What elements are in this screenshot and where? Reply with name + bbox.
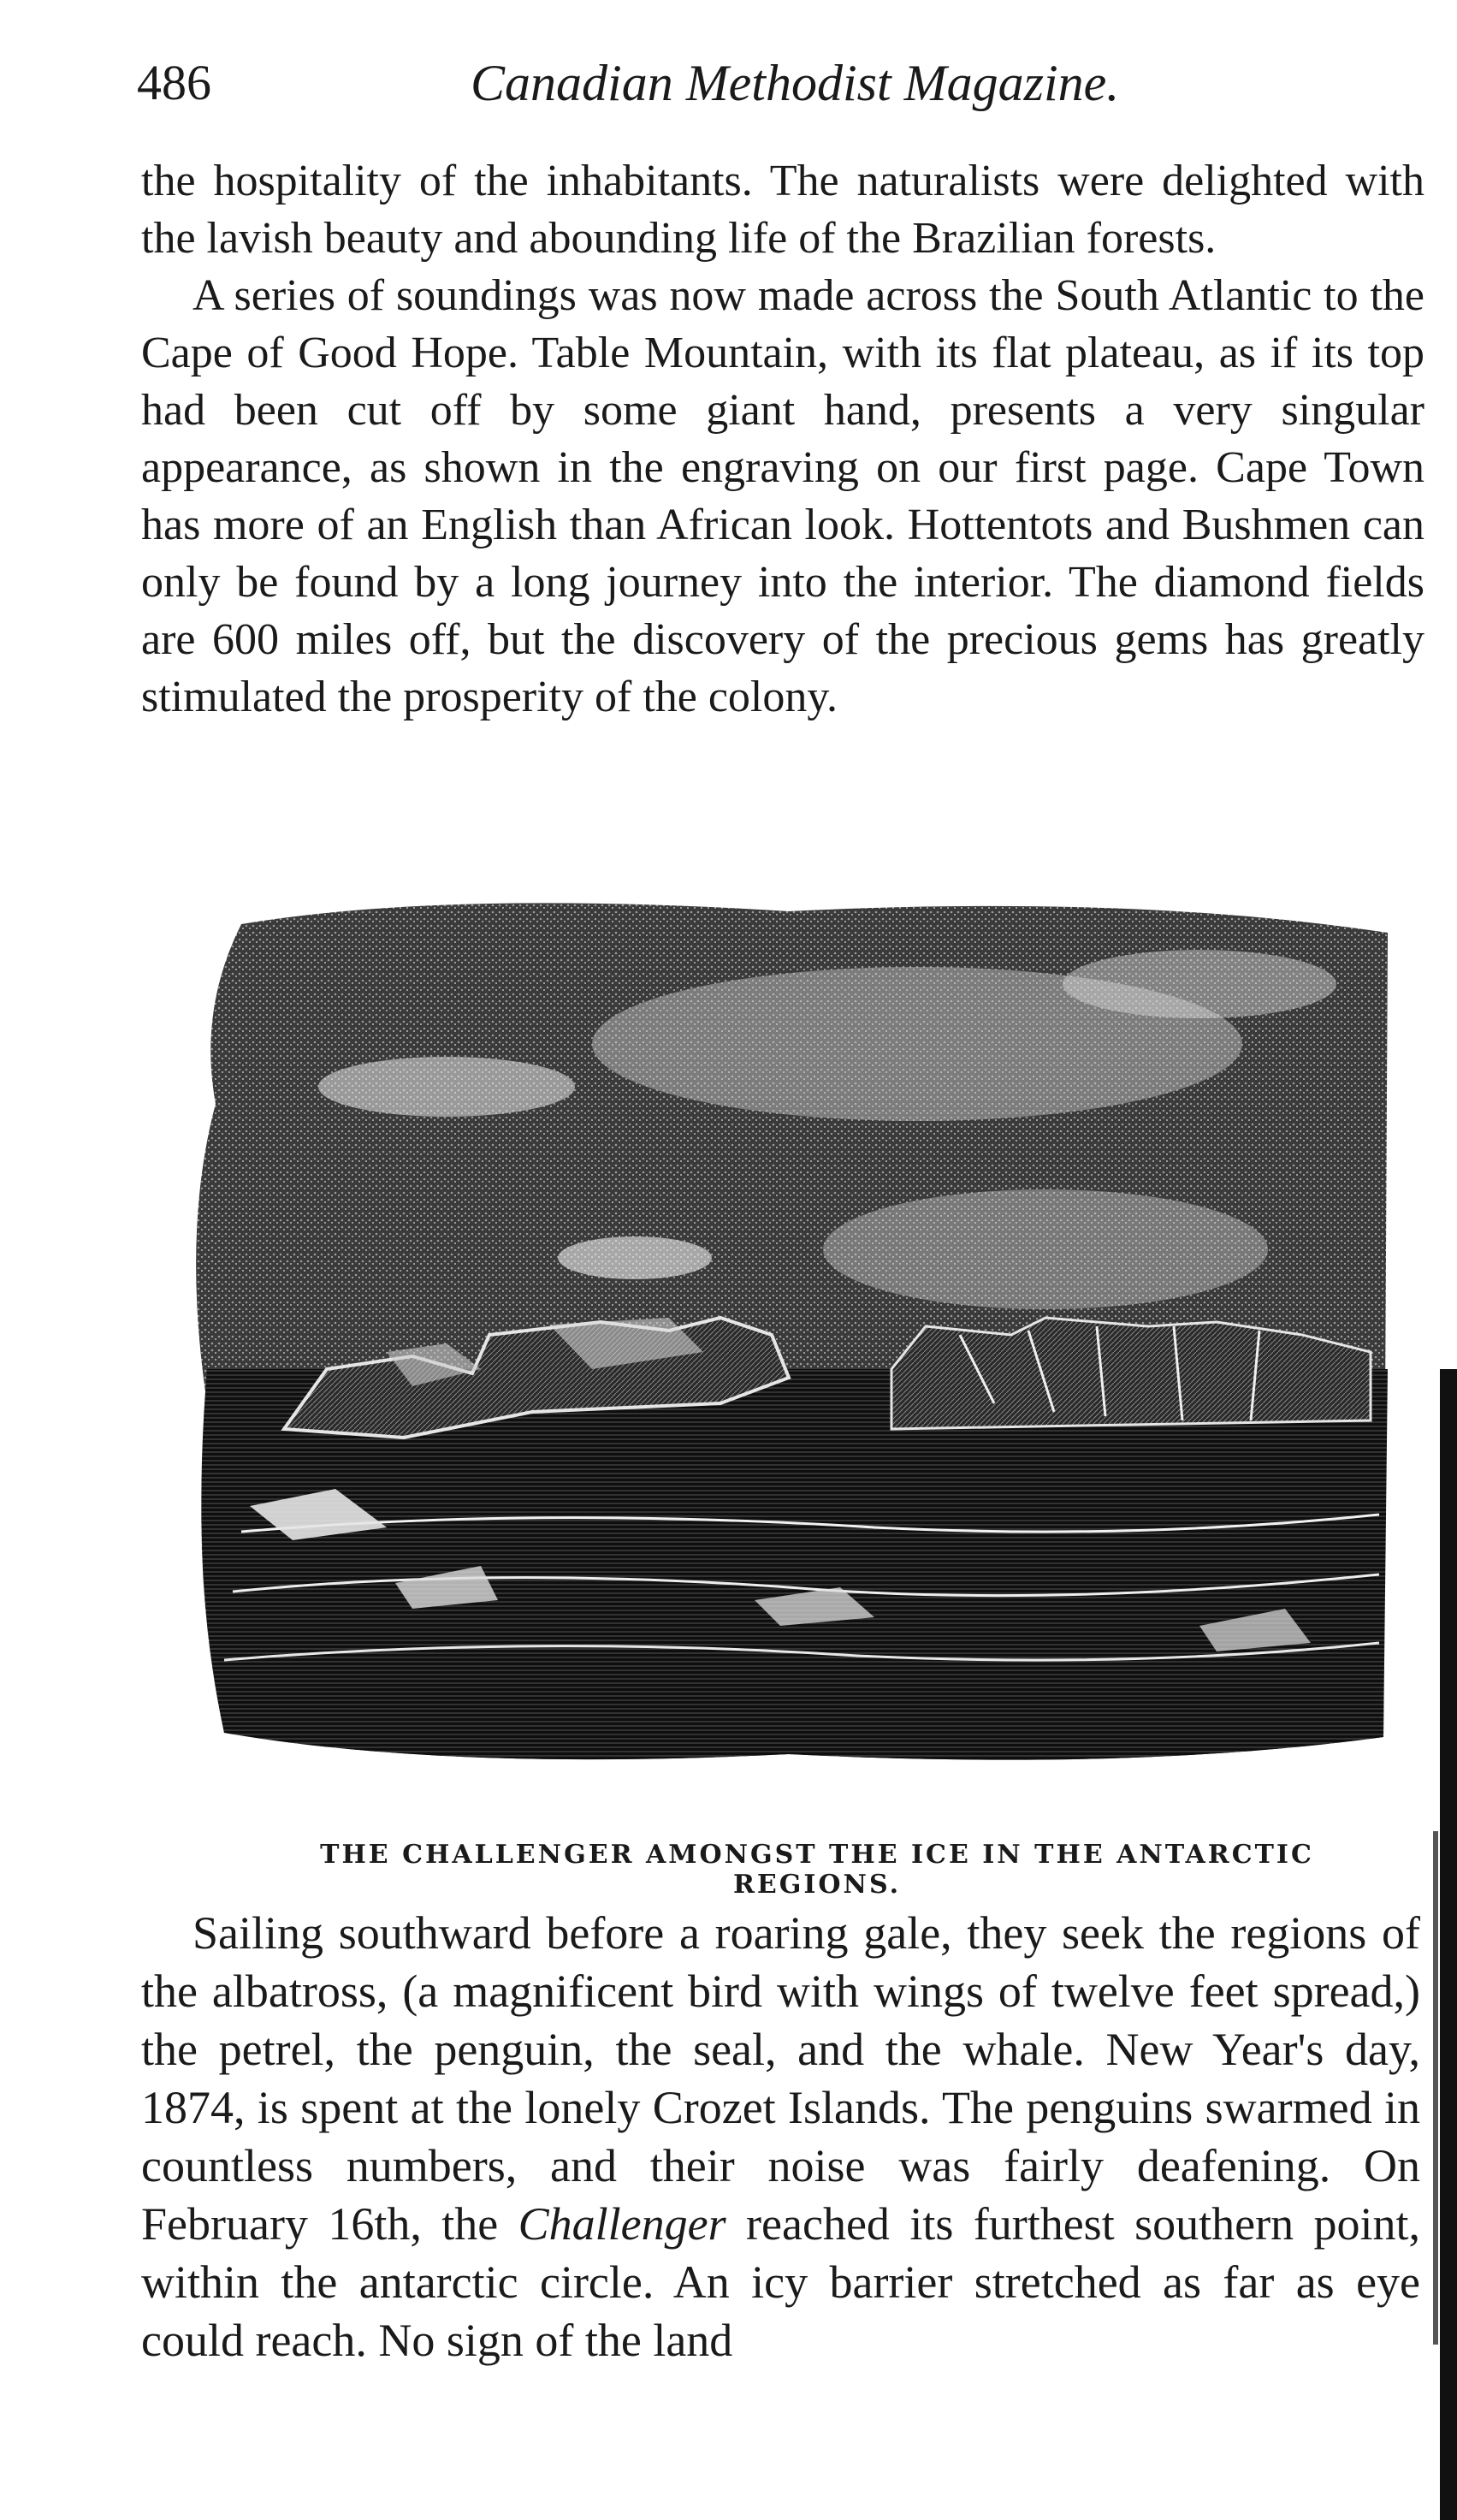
body-text-bottom (141, 1904, 1420, 2369)
running-title: Canadian Methodist Magazine. (471, 55, 1120, 111)
text-run: Sailing southward before a roaring gale, they seek the regions of the albatross, (a magnificent bird with wings of twelve feet spread,) the petrel, the penguin, the seal, and the whale. New Year's day, 1874, is spent at the lonely Crozet Islands. The penguins swarmed in countless numbers, and their noise was fairly deafening. On February 16th, the (141, 1907, 1420, 2250)
engraving-image (190, 890, 1405, 1771)
text-run: reached its furthest southern point, within the antarctic circle. An icy barrier stretched as far as eye could reach. No sign of the land (141, 2198, 1421, 2366)
paragraph (141, 1904, 1420, 2369)
body-text-top (141, 152, 1424, 726)
paragraph: A series of soundings was now made across the South Atlantic to the Cape of Good Hope. Table Mountain, with its flat plateau, as if its top had been cut off by some giant hand, presents a very singular appearance, as shown in the engraving on our first page. Cape Town has more of an English than African look. Hottentots and Bushmen can only be found by a long journey into the interior. The diamond fields are 600 miles off, but the discovery of the precious gems has greatly stimulated the prosperity of the colony. (141, 271, 1424, 721)
paragraph: the hospitality of the inhabitants. The naturalists were delighted with the lavish beauty and abounding life of the Brazilian forests. (141, 157, 1424, 263)
page-header (137, 44, 1412, 122)
ship-name: Challenger (518, 2198, 726, 2250)
page-binding-shadow (1440, 1369, 1457, 2520)
figure-caption: THE CHALLENGER AMONGST THE ICE IN THE ANTARCTIC REGIONS. (320, 1840, 1314, 1900)
page-number: 486 (137, 55, 211, 110)
antarctic-ice-engraving (190, 890, 1405, 1771)
page-binding-shadow (1433, 1831, 1438, 2345)
